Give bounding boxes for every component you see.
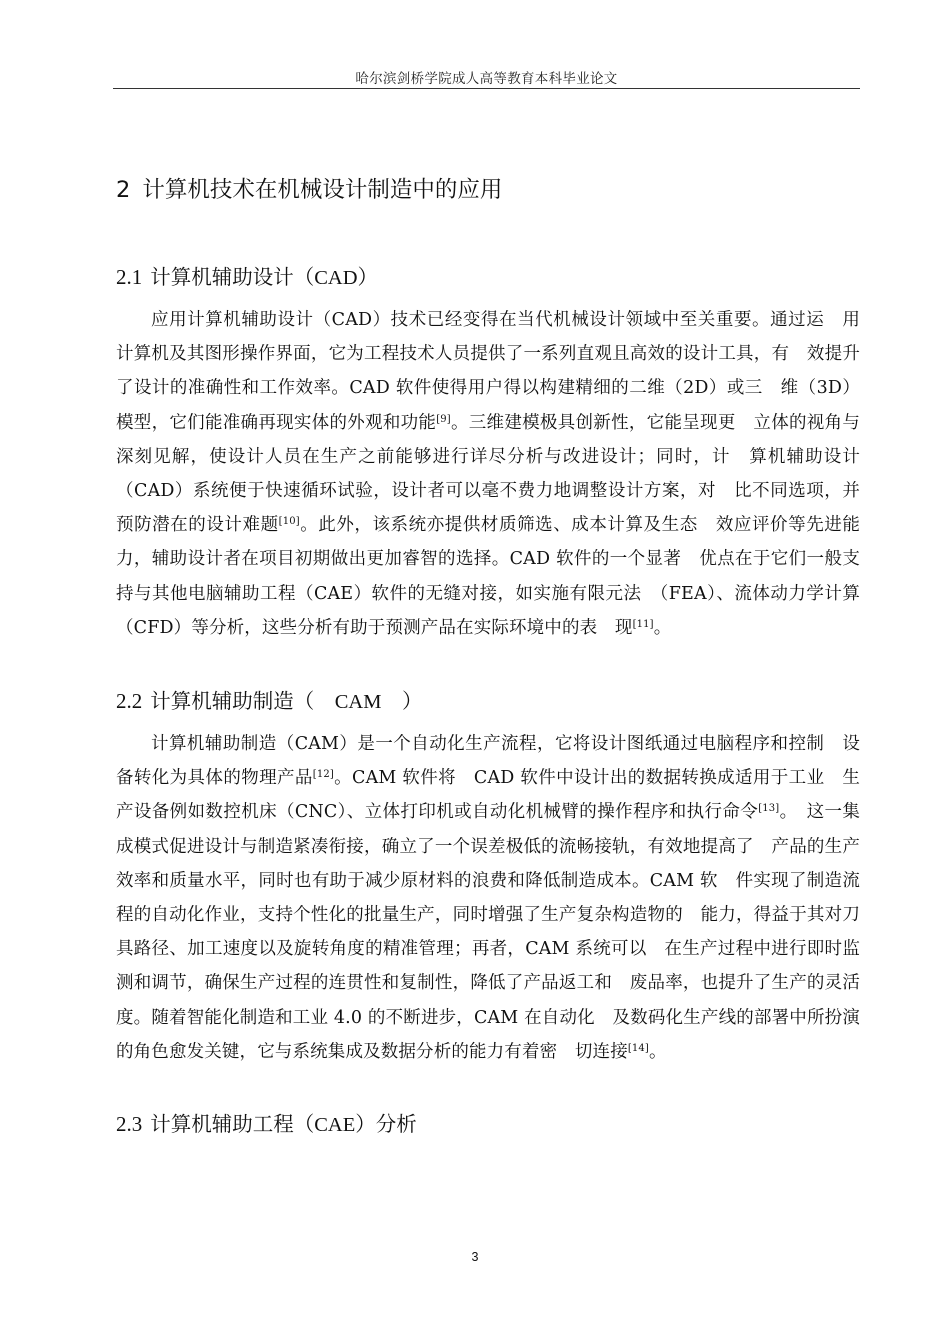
section-title-abbr: CAD bbox=[314, 267, 358, 289]
chapter-number: 2 bbox=[116, 177, 131, 203]
section-heading-2-2 bbox=[116, 684, 422, 714]
section-number: 2.1 bbox=[116, 265, 143, 289]
text-run: 应用计算机辅助设计（CAD）技术已经变得在当代机械设计领域中至关重要。通过运 用计算机及其图形操作界面，它为工程技术人员提供了一系列直观且高效的设计工具，有 效提升了设计的准确性和工作效率。CAD 软件使得用户得以构建精细的二维（2D）或三 维（3D）模型，它们能准确再现实体的外观和功能 bbox=[116, 310, 860, 433]
citation: [13] bbox=[758, 803, 780, 815]
text-run: 。 bbox=[649, 1041, 667, 1062]
citation: [12] bbox=[312, 769, 334, 781]
header-rule bbox=[113, 88, 860, 89]
citation: [14] bbox=[627, 1042, 649, 1054]
text-run: 。三维建模极具创新性，它能呈现更 立体的视角与深刻见解，使设计人员在生产之前能够进行详尽分析与改进设计；同时，计 算机辅助设计（CAD）系统便于快速循环试验，设计者可以毫不费力地调整设计方案，对 比不同选项，并预防潜在的设计难题 bbox=[116, 412, 860, 536]
chapter-title-text: 计算机技术在机械设计制造中的应用 bbox=[142, 177, 503, 203]
section-number: 2.3 bbox=[116, 1112, 143, 1136]
text-run: 。 bbox=[653, 617, 672, 638]
text-run: 。此外，该系统亦提供材质筛选、成本计算及生态 效应评价等先进能力，辅助设计者在项目初期做出更加睿智的选择。CAD 软件的一个显著 优点在于它们一般支持与其他电脑辅助工程（CAE）软件的无缝对接，如实施有限元法 （FEA）、流体动力学计算（CFD）等分析，这些分析有助于预测产品在实际环境中的表 现 bbox=[116, 515, 860, 638]
page-number: 3 bbox=[471, 1250, 479, 1264]
section-title-abbr: CAM bbox=[334, 691, 382, 713]
text-run: 。 这一集成模式促进设计与制造紧凑衔接，确立了一个误差极低的流畅接轨，有效地提高了 产品的生产效率和质量水平，同时也有助于减少原材料的浪费和降低制造成本。CAM 软 件实现了制造流程的自动化作业，支持个性化的批量生产，同时增强了生产复杂构造物的 能力，得益于其对刀具路径、加工速度以及旋转角度的精准管理；再者，CAM 系统可以 在生产过程中进行即时监测和调节，确保生产过程的连贯性和复制性，降低了产品返工和 废品率，也提升了生产的灵活度。随着智能化制造和工业 4.0 的不断进步，CAM 在自动化 及数码化生产线的部署中所扮演的角色愈发关键，它与系统集成及数据分析的能力有着密 切连接 bbox=[116, 802, 861, 1062]
section-number: 2.2 bbox=[116, 689, 143, 713]
section-heading-2-3 bbox=[116, 1107, 417, 1137]
citation: [11] bbox=[632, 618, 654, 630]
section-heading-2-1 bbox=[116, 260, 378, 290]
paragraph-2-1 bbox=[116, 303, 860, 645]
section-title-suffix: ） bbox=[357, 265, 379, 289]
section-title-abbr: CAE bbox=[314, 1114, 356, 1136]
section-title-prefix: 计算机辅助设计（ bbox=[150, 265, 315, 289]
text-run: 计算机辅助制造（CAM）是一个自动化生产流程，它将设计图纸通过电脑程序和控制 设备转化为具体的物理产品 bbox=[116, 734, 860, 789]
citation: [10] bbox=[278, 516, 300, 528]
section-title-prefix: 计算机辅助工程（ bbox=[150, 1112, 315, 1136]
paragraph-2-2 bbox=[116, 727, 860, 1069]
running-header: 哈尔滨剑桥学院成人高等教育本科毕业论文 bbox=[355, 71, 618, 87]
section-title-prefix: 计算机辅助制造（ bbox=[150, 689, 335, 713]
chapter-title bbox=[116, 172, 502, 204]
section-title-suffix: ） bbox=[381, 689, 423, 713]
citation: [9] bbox=[436, 413, 451, 425]
text-run: 。CAM 软件将 CAD 软件中设计出的数据转换成适用于工业 生产设备例如数控机床（CNC）、立体打印机或自动化机械臂的操作程序和执行命令 bbox=[116, 768, 860, 823]
section-title-suffix: ）分析 bbox=[355, 1112, 417, 1136]
